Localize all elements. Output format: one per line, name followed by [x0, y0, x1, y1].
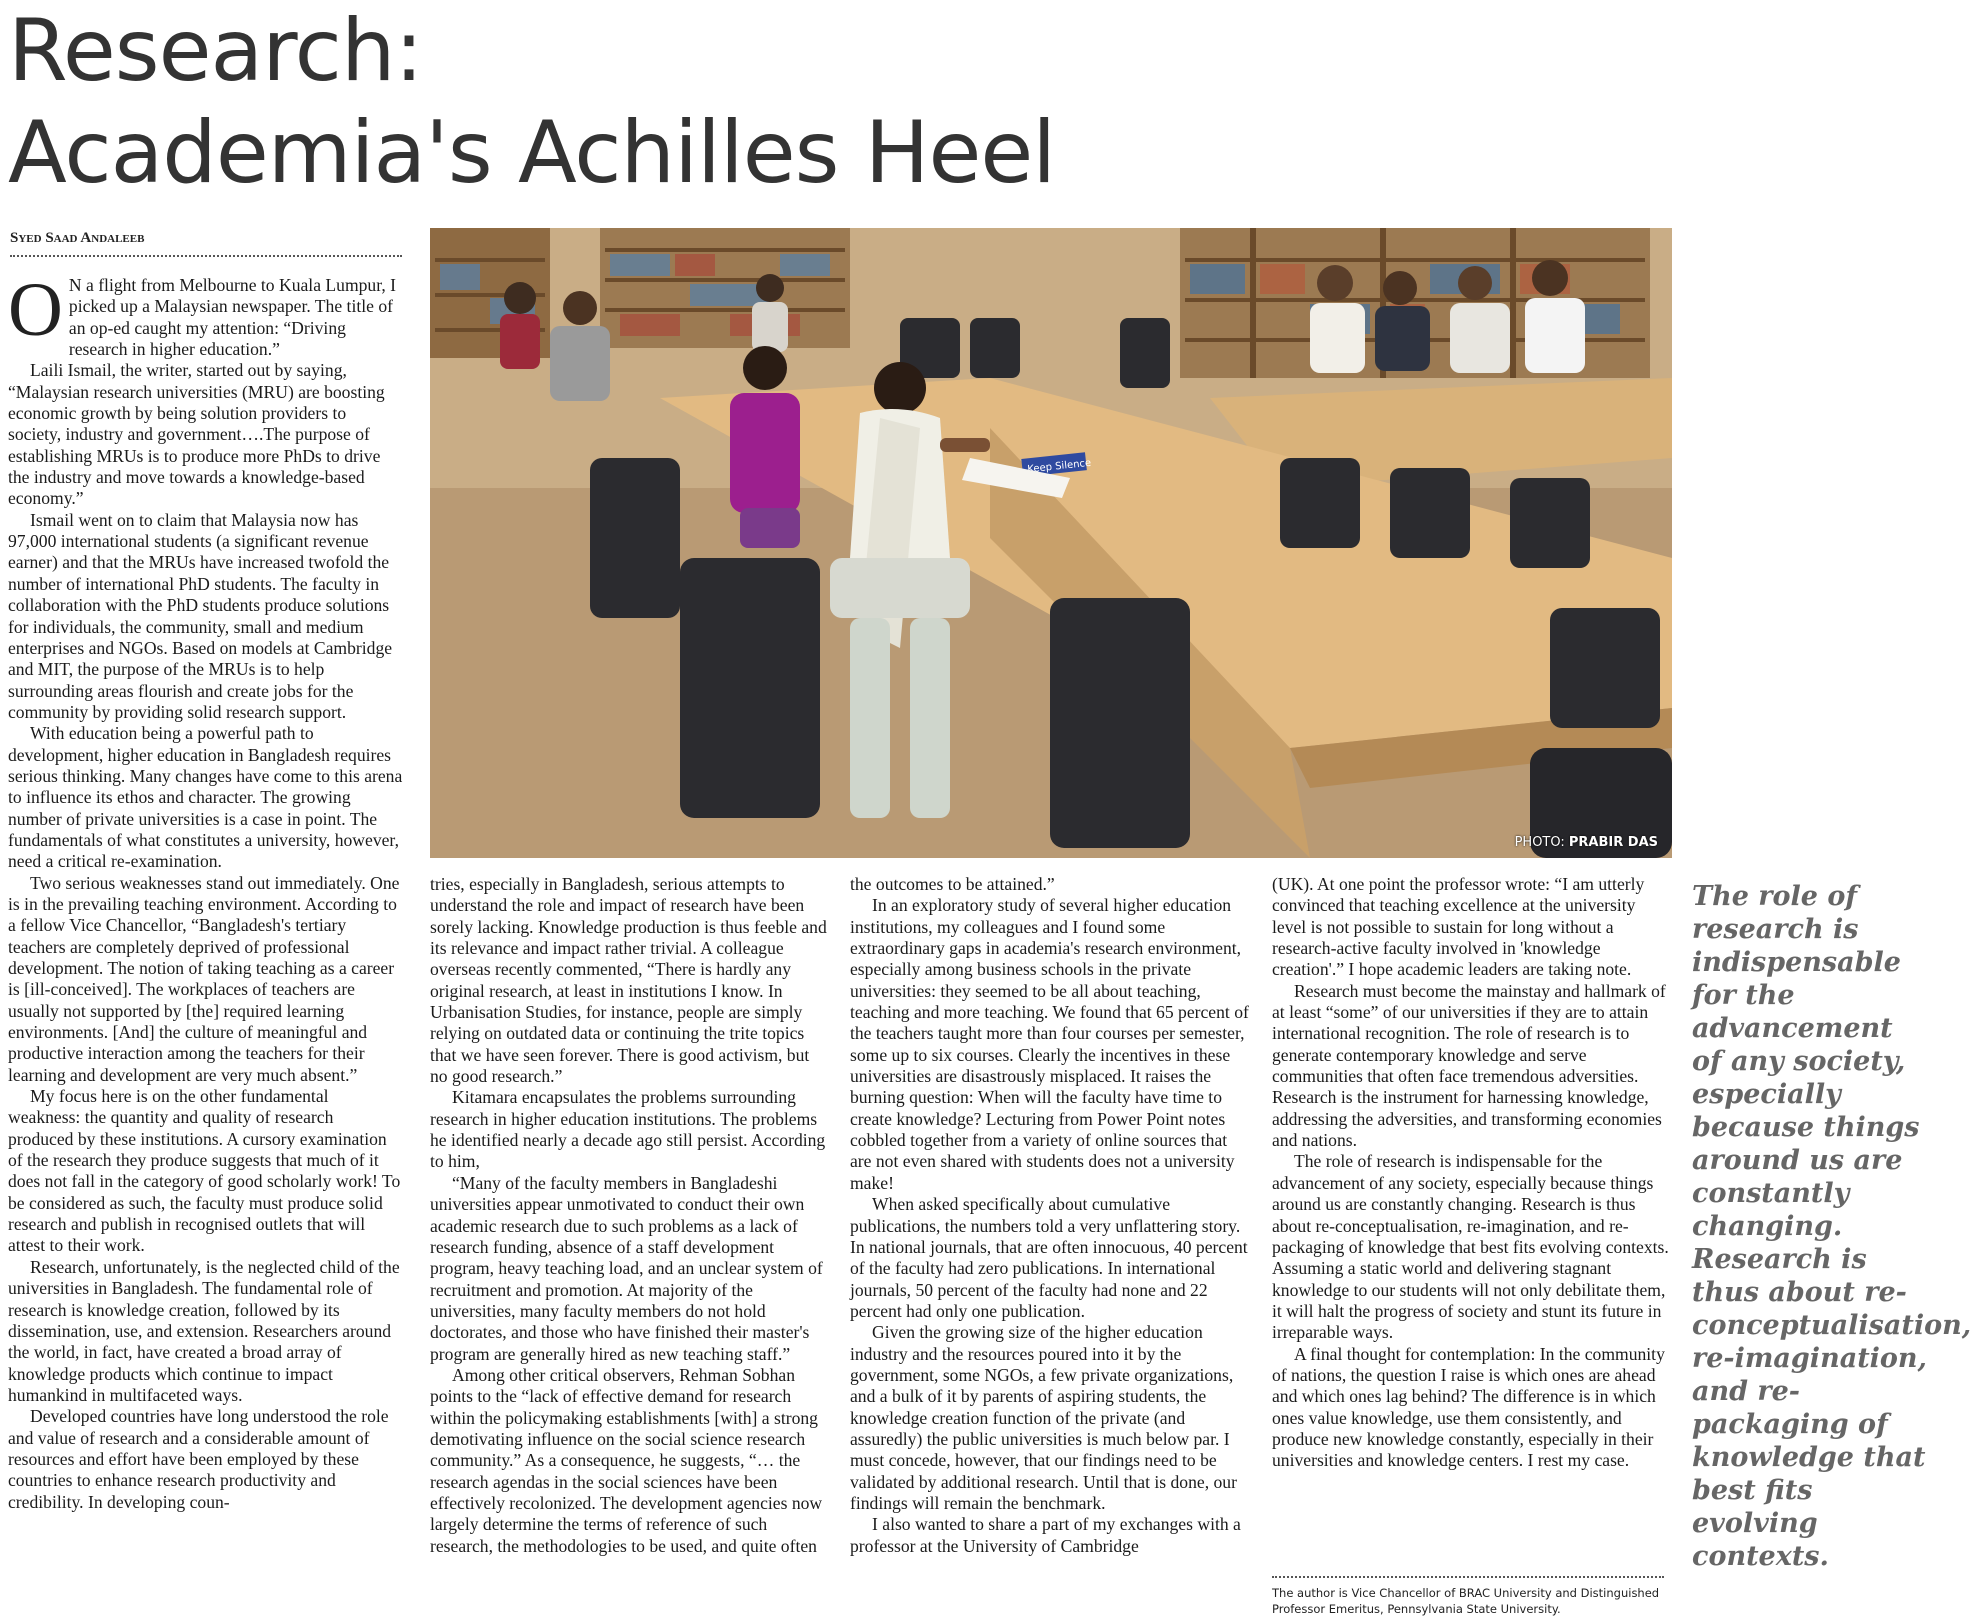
keep-silence-sign: Keep Silence	[1026, 457, 1092, 476]
paragraph: Ismail went on to claim that Malaysia now has 97,000 international students (a significant revenue earner) and that the MRUs have increased twofold the number of international PhD students. The faculty in collaboration with the PhD students produce solutions for individuals, the community, small and medium enterprises and NGOs. Based on models at Cambridge and MIT, the purpose of the MRUs is to help surrounding areas flourish and create jobs for the community by providing solid research support.	[8, 509, 393, 722]
paragraph: With education being a powerful path to development, higher education in Bangladesh requires serious thinking. Many changes have come to this arena to influence its ethos and character. The growing number of private universities is a case in point. The fundamentals of what constitutes a university, however, need a critical re-examination.	[8, 723, 403, 872]
paragraph: Given the growing size of the higher education industry and the resources poured into it by the government, some NGOs, a few private organizations, and a bulk of it by parents of aspiring students, the knowledge creation function of the private (and assuredly) the public universities is much below par. I must concede, however, that our findings need to be validated by additional research. Until that is done, our findings will remain the benchmark.	[850, 1322, 1237, 1513]
article-column-3	[850, 874, 1250, 1620]
article-column-4	[1272, 874, 1672, 1579]
paragraph: Kitamara encapsulates the problems surrounding research in higher education institutions. The problems he identified nearly a decade ago still persist. According to him,	[430, 1087, 826, 1172]
article-column-1	[8, 268, 403, 1620]
article-column-2	[430, 874, 830, 1620]
title-line-2: Academia's Achilles Heel	[8, 103, 1056, 203]
photo-credit-label: PHOTO:	[1514, 835, 1565, 850]
paragraph: When asked specifically about cumulative publications, the numbers told a very unflattering story. In national journals, that are often innocuous, 40 percent of the faculty had zero publications. In international journals, 50 percent of the faculty had none and 22 percent had only one publication.	[850, 1194, 1248, 1321]
author-footnote: The author is Vice Chancellor of BRAC University and Distinguished Professor Emeritus, Pennsylvania State University.	[1272, 1586, 1660, 1616]
paragraph: Among other critical observers, Rehman Sobhan points to the “lack of effective demand for research within the policymaking establishments [with] a strong demotivating influence on the social science research community.” As a consequence, he suggests, “… the research agendas in the social sciences have been effectively recolonized. The development agencies now largely determine the terms of reference of such research, the methodologies to be used, and quite often	[430, 1364, 823, 1556]
paragraph: I also wanted to share a part of my exchanges with a professor at the University of Cambridge	[850, 1514, 1241, 1556]
library-photo	[430, 228, 1672, 858]
library-photo-illustration	[430, 228, 1672, 858]
paragraph: Developed countries have long understood the role and value of research and a considerable amount of resources and effort have been employed by these countries to enhance research productivity and credibility. In developing coun-	[8, 1406, 389, 1512]
paragraph: Research, unfortunately, is the neglected child of the universities in Bangladesh. The fundamental role of research is knowledge creation, followed by its dissemination, use, and extension. Researchers around the world, in fact, have created a broad array of knowledge products which continue to impact humankind in multifaceted ways.	[8, 1256, 400, 1405]
title-line-1: Research:	[8, 1, 423, 101]
paragraph: the outcomes to be attained.”	[850, 874, 1055, 894]
paragraph: A final thought for contemplation: In the community of nations, the question I raise is which ones are ahead and which ones lag behind? The difference is in which ones value knowledge, use them consistently, and produce new knowledge constantly, especially in their universities and knowledge centers. I rest my case.	[1272, 1343, 1665, 1471]
paragraph: “Many of the faculty members in Bangladeshi universities appear unmotivated to conduct their own academic research due to such problems as a lack of research funding, absence of a staff development program, heavy teaching load, and an unclear system of recruitment and promotion. At majority of the universities, many faculty members do not hold doctorates, and those who have finished their master's program are generally hired as new teaching staff.”	[430, 1172, 823, 1364]
paragraph: The role of research is indispensable for the advancement of any society, especially because things around us are constantly changing. Research is thus about re-conceptualisation, re-imagination, and re-packaging of knowledge that best fits evolving contexts. Assuming a static world and delivering stagnant knowledge to our students will not only debilitate them, it will halt the progress of society and stunt its future in irreparable ways.	[1272, 1151, 1669, 1343]
paragraph: Research must become the mainstay and hallmark of at least “some” of our universities if they are to attain international recognition. The role of research is to generate contemporary knowledge and serve communities that often face tremendous adversities. Research is the instrument for harnessing knowledge, addressing the adversities, and transforming economies and nations.	[1272, 980, 1666, 1151]
paragraph: (UK). At one point the professor wrote: “I am utterly convinced that teaching excellence at the university level is not possible to sustain for long without a research-active faculty involved in 'knowledge creation'.” I hope academic leaders are taking note.	[1272, 874, 1645, 980]
paragraph: My focus here is on the other fundamental weakness: the quantity and quality of research produced by these institutions. A cursory examination of the research they produce suggests that much of it does not fall in the category of good scholarly work! To be considered as such, the faculty must produce solid research and publish in recognised outlets that will attest to their work.	[8, 1086, 401, 1256]
paragraph: In an exploratory study of several higher education institutions, my colleagues and I found some extraordinary gaps in academia's research environment, especially among business schools in the private universities: they seemed to be all about teaching, teaching and more teaching. We found that 65 percent of the teachers taught more than four courses per semester, some up to six courses. Clearly the incentives in these universities are disastrously misplaced. It raises the burning question: When will the faculty have time to create knowledge? Lecturing from Power Point notes cobbled together from a variety of online sources that are not even shared with students does not a university make!	[850, 895, 1249, 1193]
article-title	[8, 0, 1108, 204]
pull-quote: The role of research is indispensable for the advancement of any society, especially because things around us are constantly changing. Research is thus about re-conceptualisation, re-imagination, and re-packaging of knowledge that best fits evolving contexts.	[1692, 881, 1971, 1572]
paragraph: Laili Ismail, the writer, started out by saying, “Malaysian research universities (MRU) are boosting economic growth by being solution providers to society, industry and government….The purpose of establishing MRUs is to produce more PhDs to drive the industry and move towards a knowledge-based economy.”	[8, 360, 385, 509]
paragraph: Two serious weaknesses stand out immediately. One is in the prevailing teaching environment. According to a fellow Vice Chancellor, “Bangladesh's tertiary teachers are completely deprived of professional development. The notion of taking teaching as a career is [ill-conceived]. The workplaces of teachers are usually not supported by [the] required learning environments. [And] the culture of meaningful and productive interaction among the teachers for their learning and development are very much absent.”	[8, 872, 400, 1085]
byline: Syed Saad Andaleeb	[10, 230, 402, 257]
photo-credit-name: PRABIR DAS	[1568, 835, 1658, 850]
footnote-divider	[1272, 1576, 1664, 1578]
paragraph: O N a flight from Melbourne to Kuala Lumpur, I picked up a Malaysian newspaper. The title of an op-ed caught my attention: “Driving research in higher education.”	[8, 268, 397, 360]
photo-credit	[1515, 835, 1658, 850]
drop-cap: O	[8, 268, 63, 352]
paragraph: tries, especially in Bangladesh, serious attempts to understand the role and impact of research have been sorely lacking. Knowledge production is thus feeble and its relevance and impact rather trivial. A colleague overseas recently commented, “There is hardly any original research, at least in institutions I know. In Urbanisation Studies, for instance, people are simply relying on outdated data or continuing the trite topics that we have seen forever. There is good activism, but no good research.”	[430, 874, 827, 1087]
